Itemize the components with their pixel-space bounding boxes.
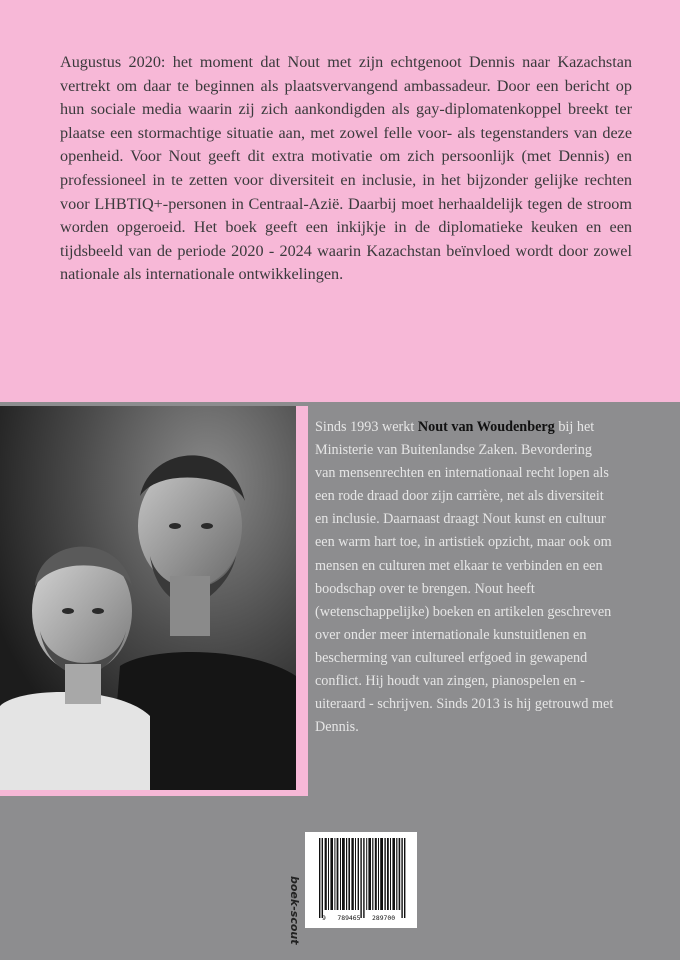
publisher-logo: boek-scout — [288, 876, 301, 945]
author-photo — [0, 406, 296, 790]
bio-text: bij het Ministerie van Buitenlandse Zaken. Bevordering van mensenrechten en internationaal recht lopen als een rode draad door zijn carrière, net als diversiteit en inclusie. Daarnaast draagt Nout kunst en cultuur een warm hart toe, in artistiek opzicht, maar ook om mensen en culturen met elkaar te verbinden en een boodschap over te brengen. Nout heeft (wetenschappelijke) boeken en artikelen geschreven over onder meer internationale kunstuitlenen en bescherming van cultureel erfgoed in gewapend conflict. Hij houdt van zingen, pianospelen en - uiteraard - schrijven. Sinds 2013 is hij getrouwd met Dennis. — [315, 419, 614, 736]
bio-intro: Sinds 1993 werkt — [315, 419, 418, 435]
pink-accent-strip — [296, 406, 308, 790]
isbn-number: 9 789465 289700 — [322, 914, 396, 922]
book-blurb: Augustus 2020: het moment dat Nout met zijn echtgenoot Dennis naar Kazachstan vertrekt om daar te beginnen als plaatsvervangend ambassadeur. Door een bericht op hun sociale media waarin zij zich aankondigden als gay-diplomatenkoppel breekt ter plaatse een stormachtige situatie aan, met zowel felle voor- als tegenstanders van deze openheid. Voor Nout geeft dit extra motivatie om zich persoonlijk (met Dennis) en professioneel in te zetten voor diversiteit en inclusie, in het bijzonder gelijke rechten voor LHBTIQ+-personen in Centraal-Azië. Daarbij moet herhaaldelijk tegen de stroom worden opgeroeid. Het boek geeft een inkijkje in de diplomatieke keuken en een tijdsbeeld van de periode 2020 - 2024 waarin Kazachstan beïnvloed wordt door zowel nationale als internationale ontwikkelingen. — [60, 53, 632, 284]
blurb-panel — [0, 0, 680, 402]
author-bio — [315, 416, 615, 739]
author-name: Nout van Woudenberg — [417, 419, 555, 435]
pink-accent-bar — [0, 790, 308, 796]
